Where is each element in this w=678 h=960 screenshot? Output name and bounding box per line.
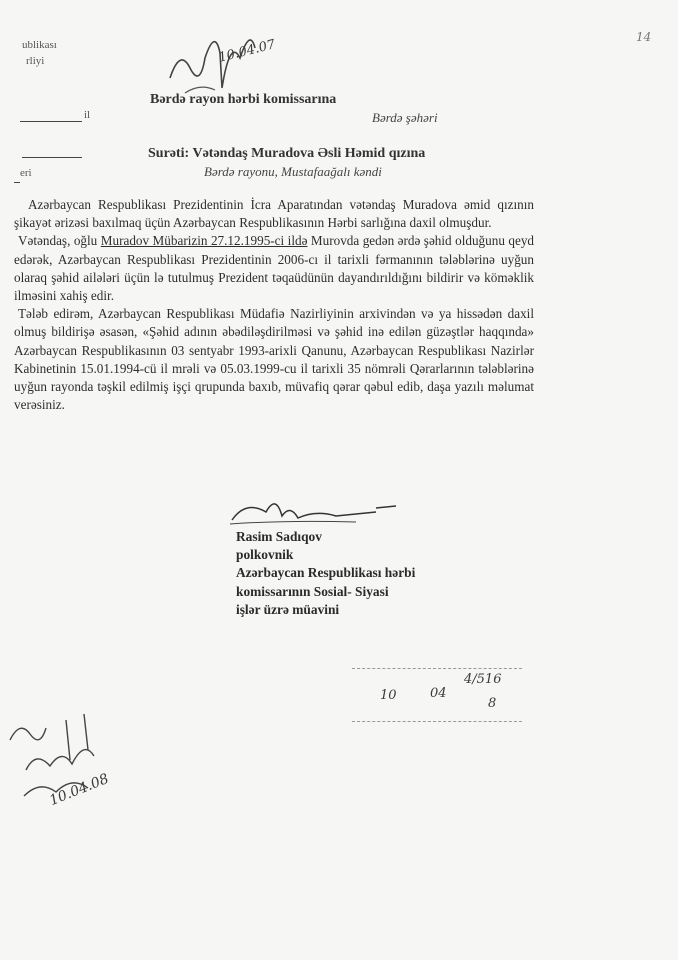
stamp-day: 10 xyxy=(380,688,397,703)
addressee-line1-sub: Bərdə şəhəri xyxy=(372,110,438,125)
header-rule-2 xyxy=(22,157,82,158)
signer-name: Rasim Sadıqov xyxy=(236,529,322,544)
signature-block xyxy=(236,528,415,619)
letter-body xyxy=(14,196,534,414)
header-rule-3 xyxy=(14,182,20,183)
header-number-mark: il xyxy=(84,109,91,121)
stamp-year: 8 xyxy=(488,696,497,711)
header-org-line2: rliyi xyxy=(26,55,45,67)
header-code: eri xyxy=(20,167,32,179)
margin-date: 10.04.08 xyxy=(47,770,112,810)
addressee-line2: Surəti: Vətəndaş Muradova Əsli Həmid qızına xyxy=(148,146,426,161)
addressee-line1: Bərdə rayon hərbi komissarına xyxy=(150,92,337,107)
signer-title-1: Azərbaycan Respublikası hərbi xyxy=(236,565,416,581)
header-org-line1: ublikası xyxy=(22,39,57,51)
body-p2-rest: Murovda gedən ərdə şəhid olduğunu qeyd edərək, Azərbaycan Respublikası Prezidentinin 2006-cı il tarixli fərmanının tələblərinə uyğun olaraq şəhid ailələri üçün lə tutulmuş Prezident təqaüdünün dayandırıldığını bildirir və köməklik ilməsini xahiş edir. xyxy=(14,233,535,304)
page-mark: 14 xyxy=(636,30,652,44)
stamp-reg-number: 4/516 xyxy=(464,672,502,687)
body-paragraph-1: Azərbaycan Respublikası Prezidentinin İcra Aparatından vətəndaş Muradova əmid qızının şikayət ərizəsi baxılmaq üçün Azərbaycan Respublikasının Hərbi sarlığına daxil olmuşdur. xyxy=(14,197,534,231)
body-paragraph-3: Tələb edirəm, Azərbaycan Respublikası Müdafiə Nazirliyinin arxivindən və ya hissədən daxil olmuş bildirişə əsasən, «Şəhid adının əbədiləşdirilməsi və şəhid inə edilən güzəştlər haqqında» Azərbaycan Respublikasının 03 sentyabr 1993-arixli Qanunu, Azərbaycan Respublikası Nazirlər Kabinetinin 15.01.1994-cü il mrəli və 05.03.1999-cu il tarixli 35 nömrəli Qərarlarının tələblərinə uyğun rayonda təşkil edilmiş işçi qrupunda baxıb, müvafiq qərar qəbul edib, daşa yazılı məlumat verəsiniz. xyxy=(14,306,534,413)
signer-rank: polkovnik xyxy=(236,547,294,563)
body-p2-underlined: Muradov Mübarizin 27.12.1995-ci ildə xyxy=(100,233,308,249)
body-p2-start: Vətəndaş, oğlu xyxy=(18,233,98,249)
addressee-line2-sub: Bərdə rayonu, Mustafaağalı kəndi xyxy=(204,164,382,179)
header-rule-1 xyxy=(20,121,82,122)
signer-title-2: komissarının Sosial- Siyasi xyxy=(236,583,389,599)
body-paragraph-2 xyxy=(14,232,534,305)
signer-title-3: işlər üzrə müavini xyxy=(236,601,340,617)
stamp-month: 04 xyxy=(430,686,447,701)
top-handwritten-date: 10.04.07 xyxy=(217,37,277,66)
